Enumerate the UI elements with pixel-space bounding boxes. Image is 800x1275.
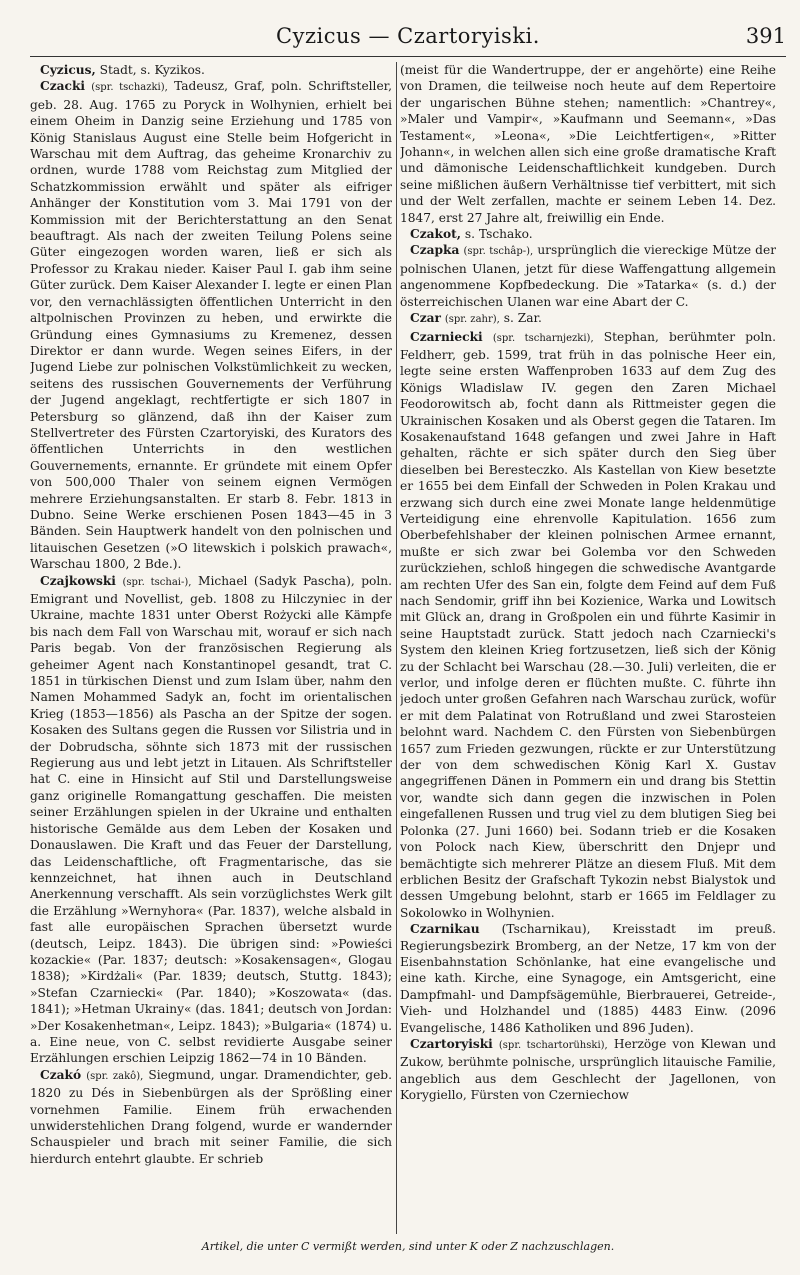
dictionary-entry (400, 1036, 776, 1104)
footer-note: Artikel, die unter C vermißt werden, sind unter K oder Z nachzuschlagen. (201, 1240, 615, 1253)
entry-headword: Czakó (40, 1067, 82, 1082)
entry-pronunciation: (spr. tschâp-), (463, 246, 534, 258)
entry-pronunciation: (spr. tschazki), (91, 82, 168, 94)
entry-headword: Cyzicus, (40, 63, 96, 77)
entry-headword: Czar (410, 311, 441, 326)
entry-pronunciation: (spr. tschartorühski), (498, 1039, 608, 1051)
entry-headword: Czakot, (410, 227, 461, 242)
entry-text: s. Zar. (503, 311, 542, 326)
dictionary-entry (400, 329, 776, 922)
dictionary-entry (400, 310, 776, 328)
entry-text: ursprünglich die viereckige Mütze der polnischen Ulanen, jetzt für diese Waffengattung allgemein angenommene Kopfbedeckung. Die »Tatarka« (s. d.) der österreichischen Ulanen war eine Abart der C. (400, 243, 776, 309)
running-title: Cyzicus — Czartoryiski. (276, 24, 540, 48)
dictionary-entry (400, 242, 776, 310)
entry-text: Michael (Sadyk Pascha), poln. Emigrant und Novellist, geb. 1808 zu Hilczyniec in der Ukraine, machte 1831 unter Oberst Rożycki alle Kämpfe bis nach dem Fall von Warschau mit, worauf er sich nach Paris begab. Von der französischen Regierung als geheimer Agent nach Konstantinopel gesandt, trat C. 1851 in türkischen Dienst und zum Islam über, nahm den Namen Mohammed Sadyk an, focht im orientalischen Krieg (1853—1856) als Pascha an der Spitze der sogen. Kosaken des Sultans gegen die Russen vor Silistria und in der Dobrudscha, söhnte sich 1873 mit der russischen Regierung aus und lebt jetzt in Litauen. Als Schriftsteller hat C. eine in Hinsicht auf Stil und Darstellungsweise ganz originelle Romangattung geschaffen. Die meisten seiner Erzählungen spielen in der Ukraine und enthalten historische Gemälde aus dem Leben der Kosaken und Donauslawen. Die Kraft und das Feuer der Darstellung, das Leidenschaftliche, oft Fragmentarische, das sie kennzeichnet, hat ihnen auch in Deutschland Anerkennung verschafft. Als sein vorzüglichstes Werk gilt die Erzählung »Wernyhora« (Par. 1837), welche alsbald in fast alle europäischen Sprachen übersetzt wurde (deutsch, Leipz. 1843). Die übrigen sind: »Powieści kozackie« (Par. 1837; deutsch: »Kosakensagen«, Glogau 1838); »Kirdżali« (Par. 1839; deutsch, Stuttg. 1843); »Stefan Czarniecki« (Par. 1840); »Koszowata« (das. 1841); »Hetman Ukrainy« (das. 1841; deutsch von Jordan: »Der Kosakenhetman«, Leipz. 1843); »Bulgaria« (1874) u. a. Eine neue, von C. selbst revidierte Ausgabe seiner Erzählungen erschien Leipzig 1862—74 in 10 Bänden. (30, 573, 392, 1066)
entry-text: Siegmund, ungar. Dramendichter, geb. 1820 zu Dés in Siebenbürgen als der Sprößling einer vornehmen Familie. Einem früh erwachenden unwiderstehlichen Drang folgend, wurde er wandernder Schauspieler und brach mit seiner Familie, die sich hierdurch entehrt glaubte. Er schrieb (30, 1067, 392, 1166)
entry-headword: Czacki (40, 79, 86, 94)
entry-text: Herzöge von Klewan und Zukow, berühmte polnische, ursprünglich litauische Familie, angeblich aus dem Geschlecht der Jagellonen, von Korygiello, Fürsten von Czerniechow (400, 1036, 776, 1103)
dictionary-entry (400, 226, 776, 242)
entry-headword: Czajkowski (40, 573, 116, 588)
dictionary-entry (30, 1067, 392, 1167)
entry-text: (meist für die Wandertruppe, der er angehörte) eine Reihe von Dramen, die teilweise noch heute auf dem Repertoire der ungarischen Bühne stehen; namentlich: »Chantrey«, »Maler und Vampir«, »Kaufmann und Seemann«, »Das Testament«, »Leona«, »Die Leichtfertigen«, »Ritter Johann«, in welchen allen sich eine große dramatische Kraft und dämonische Leidenschaftlichkeit kundgeben. Durch seine mißlichen äußern Verhältnisse tief verbittert, mit sich und der Welt zerfallen, machte er seinem Leben 14. Dez. 1847, erst 27 Jahre alt, freiwillig ein Ende. (400, 63, 776, 225)
dictionary-entry (400, 62, 776, 226)
dictionary-entry (30, 62, 392, 78)
entry-headword: Czarnikau (410, 922, 480, 937)
right-column (400, 62, 776, 1234)
column-divider (396, 62, 397, 1234)
entry-pronunciation: (spr. zahr), (444, 314, 500, 326)
entry-text: Stephan, berühmter poln. Feldherr, geb. 1599, trat früh in das polnische Heer ein, legte seine ersten Waffenproben 1633 auf dem Zug des Königs Wladislaw IV. gegen den Zaren Michael Feodorowitsch ab, focht dann als Rittmeister gegen die Ukrainischen Kosaken und als Oberst gegen die Tataren. Im Kosakenaufstand 1648 gefangen und zwei Jahre in Haft gehalten, rächte er sich später durch den Sieg über dieselben bei Beresteczko. Als Kastellan von Kiew besetzte er 1655 bei dem Einfall der Schweden in Polen Krakau und erzwang sich durch eine zwei Monate lange heldenmütige Verteidigung eine ehrenvolle Kapitulation. 1656 zum Oberbefehlshaber der kleinen polnischen Armee ernannt, mußte er sich zwar bei Golemba vor den Schweden zurückziehen, schloß hingegen die schwedische Avantgarde am rechten Ufer des San ein, folgte dem Feind auf dem Fuß nach Sendomir, griff ihn bei Kozienice, Warka und Lowitsch mit Glück an, drang in Großpolen ein und führte Kasimir in seine Hauptstadt zurück. Statt jedoch nach Czarniecki's System den kleinen Krieg fortzusetzen, ließ sich der König zu der Schlacht bei Warschau (28.—30. Juli) verleiten, die er verlor, und infolge deren er flüchten mußte. C. führte ihn jedoch unter großen Gefahren nach Warschau zurück, wofür er mit dem Palatinat von Rotrußland und zwei Starosteien belohnt ward. Nachdem C. den Fürsten von Siebenbürgen 1657 zum Frieden gezwungen, rückte er zur Unterstützung der von dem schwedischen König Karl X. Gustav angegriffenen Dänen in Pommern ein und drang bis Stettin vor, wandte sich dann gegen die inzwischen in Polen eingefallenen Russen und trug viel zu dem blutigen Sieg bei Polonka (27. Juni 1660) bei. Sodann trieb er die Kosaken von Polock nach Kiew, überschritt den Dnjepr und bemächtigte sich mehrerer Plätze an diesem Fluß. Mit dem erblichen Besitz der Grafschaft Tykozin nebst Bialystok und dessen Umgebung belohnt, starb er 1665 im Feldlager zu Sokolowko in Wolhynien. (400, 329, 776, 920)
left-column (30, 62, 392, 1234)
entry-headword: Czapka (410, 243, 460, 258)
entry-text: s. Tschako. (464, 227, 533, 242)
dictionary-entry (30, 78, 392, 572)
page-number: 391 (745, 24, 786, 48)
dictionary-entry (30, 573, 392, 1067)
entry-text: Stadt, s. Kyzikos. (99, 63, 205, 77)
dictionary-entry (400, 921, 776, 1036)
entry-text: Tadeusz, Graf, poln. Schriftsteller, geb. 28. Aug. 1765 zu Poryck in Wolhynien, erhielt bei einem Oheim in Danzig seine Erziehung und 1785 von König Stanislaus August eine Stelle beim Hofgericht in Warschau mit dem Auftrag, das geheime Kronarchiv zu ordnen, wurde 1788 vom Reichstag zum Mitglied der Schatzkommission erwählt und später als eifriger Anhänger der Konstitution vom 3. Mai 1791 von der Kommission mit der Berichterstattung an den Senat beauftragt. Als nach der zweiten Teilung Polens seine Güter eingezogen worden waren, ließ er sich als Professor zu Krakau nieder. Kaiser Paul I. gab ihm seine Güter zurück. Dem Kaiser Alexander I. legte er einen Plan vor, den vernachlässigten öffentlichen Unterricht in den altpolnischen Provinzen zu heben, und erwirkte die Gründung eines Gymnasiums zu Kremenez, dessen Direktor er dann wurde. Wegen seines Eifers, in der Jugend Liebe zur polnischen Volkstümlichkeit zu wecken, seitens des russischen Gouvernements der Verführung der Jugend angeklagt, rechtfertigte er sich 1807 in Petersburg so glänzend, daß ihn der Kaiser zum Stellvertreter des Fürsten Czartoryiski, des Kurators des öffentlichen Unterrichts in den westlichen Gouvernements, ernannte. Er gründete mit einem Opfer von 500,000 Thaler von seinem eignen Vermögen mehrere Erziehungsanstalten. Er starb 8. Febr. 1813 in Dubno. Seine Werke erschienen Posen 1843—45 in 3 Bänden. Sein Hauptwerk handelt von den polnischen und litauischen Gesetzen (»O litewskich i polskich prawach«, Warschau 1800, 2 Bde.). (30, 79, 392, 572)
entry-headword: Czartoryiski (410, 1036, 493, 1051)
entry-pronunciation: (spr. zakô), (86, 1070, 144, 1082)
entry-pronunciation: (spr. tschai-), (122, 576, 192, 588)
page-header (30, 18, 786, 52)
entry-headword: Czarniecki (410, 329, 483, 344)
entry-text: (Tscharnikau), Kreisstadt im preuß. Regierungsbezirk Bromberg, an der Netze, 17 km von der Eisenbahnstation Schönlanke, hat eine evangelische und eine kath. Kirche, eine Synagoge, ein Amtsgericht, eine Dampfmahl- und Dampfsägemühle, Bierbrauerei, Getreide-, Vieh- und Holzhandel und (1885) 4483 Einw. (2096 Evangelische, 1486 Katholiken und 896 Juden). (400, 922, 776, 1035)
header-rule (30, 56, 786, 57)
entry-pronunciation: (spr. tscharnjezki), (492, 332, 594, 344)
